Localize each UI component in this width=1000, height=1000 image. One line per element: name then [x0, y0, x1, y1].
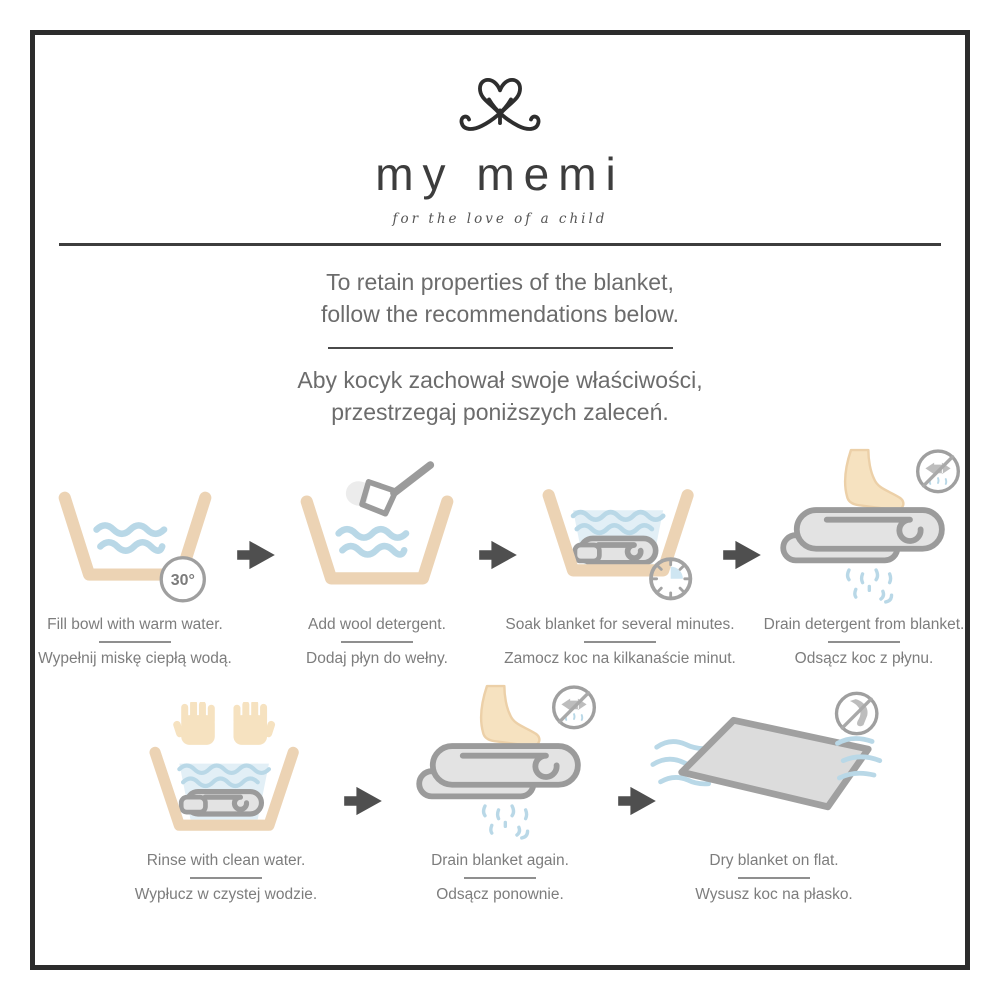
steps-row-2	[35, 690, 965, 904]
arrow-right-icon	[723, 539, 761, 571]
step-dry-flat	[658, 690, 890, 904]
pressing-foot	[845, 450, 903, 510]
pressing-foot	[481, 686, 539, 746]
detergent-scoop	[346, 465, 431, 514]
intro-divider	[328, 347, 673, 349]
intro-title-en: To retain properties of the blanket, follow the recommendations below.	[321, 269, 679, 327]
clock-icon	[651, 559, 690, 598]
arrow-right-icon	[237, 539, 275, 571]
flow-arrow	[477, 444, 519, 630]
air-waves-right	[837, 738, 872, 743]
step-rinse	[110, 690, 342, 904]
step-caption: Add wool detergent. Dodaj płyn do wełny.	[306, 616, 448, 667]
flow-arrow	[235, 444, 277, 630]
intro-section	[35, 246, 965, 428]
soaked-blanket	[575, 538, 656, 562]
svg-text:30°: 30°	[170, 571, 195, 589]
step-add-detergent	[277, 444, 477, 668]
step-caption: Rinse with clean water. Wypłucz w czystej wodzie.	[134, 852, 318, 903]
step-caption: Fill bowl with warm water. Wypełnij miskę ciepłą wodą.	[38, 616, 232, 667]
flat-blanket	[682, 720, 869, 807]
bowl-warm-water-icon	[46, 486, 224, 606]
dry-flat-no-hang-icon	[649, 687, 899, 842]
no-hang-badge-icon	[837, 693, 877, 733]
folded-blanket	[419, 746, 578, 796]
bowl-blanket-clock-icon	[525, 484, 715, 606]
step-caption: Dry blanket on flat. Wysusz koc na płasko.	[695, 852, 853, 903]
brand-name: my memi	[375, 148, 625, 200]
step-drain-again	[384, 690, 616, 904]
intro-title-pl: Aby kocyk zachował swoje właściwości, przestrzegaj poniższych zaleceń.	[297, 367, 703, 425]
care-instructions-card	[30, 30, 970, 970]
water-waves	[97, 525, 164, 533]
brand-header	[35, 35, 965, 246]
arrow-right-icon	[344, 785, 382, 817]
brand-tagline: for the love of a child	[392, 211, 608, 227]
water-drops	[484, 806, 528, 838]
no-wring-badge-icon	[918, 451, 959, 492]
bowl-detergent-scoop-icon	[288, 458, 466, 606]
step-caption: Soak blanket for several minutes. Zamocz koc na kilkanaście minut.	[504, 616, 736, 667]
flow-arrow	[721, 444, 763, 630]
heart-monogram-icon	[440, 63, 560, 145]
step-caption: Drain blanket again. Odsącz ponownie.	[431, 852, 569, 903]
step-caption: Drain detergent from blanket. Odsącz koc z płynu.	[763, 616, 965, 667]
press-blanket-no-wring-icon	[396, 682, 604, 842]
arrow-right-icon	[479, 539, 517, 571]
no-wring-badge-icon	[554, 687, 595, 728]
step-drain-detergent	[763, 444, 965, 668]
temperature-badge	[161, 558, 204, 601]
water-drops	[848, 570, 892, 602]
step-soak-blanket	[504, 444, 736, 668]
press-blanket-no-wring-icon	[760, 446, 968, 606]
bowl-blanket-hands-icon	[131, 702, 321, 842]
folded-blanket	[783, 510, 942, 560]
step-fill-bowl	[35, 444, 235, 668]
hands	[172, 702, 276, 745]
soaked-blanket	[181, 792, 261, 814]
flow-arrow	[342, 690, 384, 876]
steps-row-1	[35, 444, 965, 668]
